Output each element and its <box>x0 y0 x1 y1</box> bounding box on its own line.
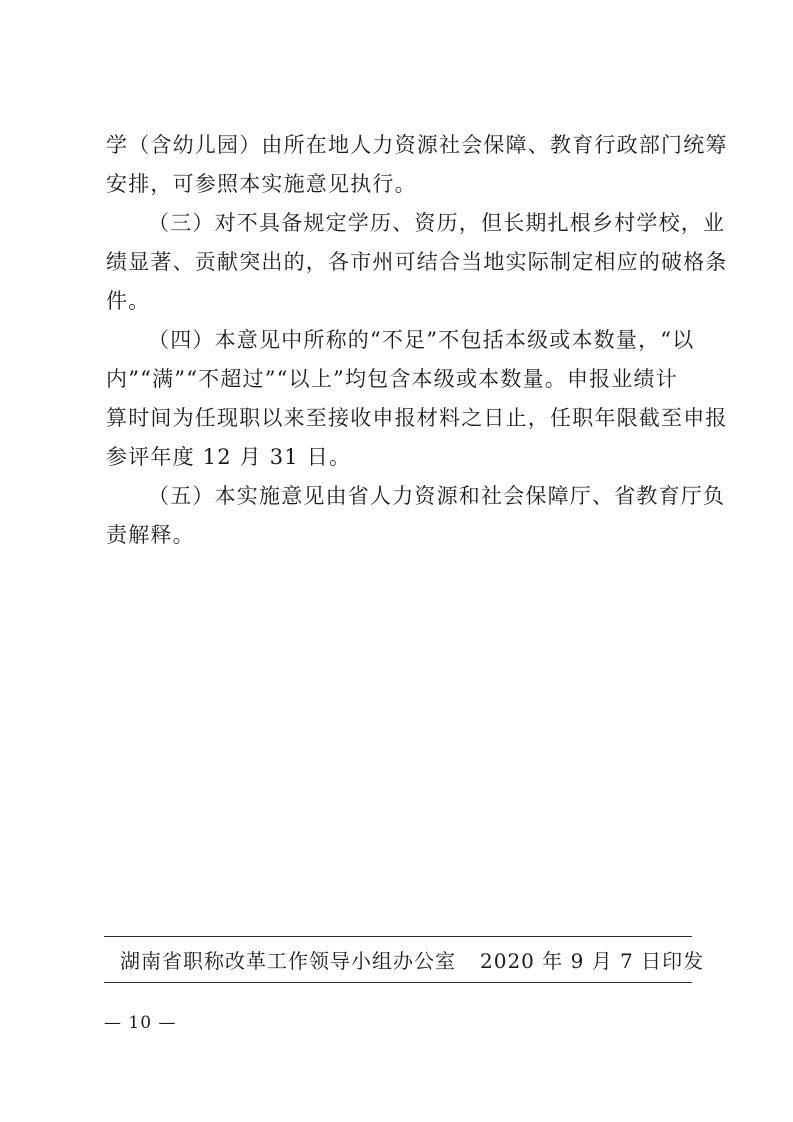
text-line: 责解释。 <box>106 523 195 547</box>
text-line: （四）本意见中所称的“不足”不包括本级或本数量，“以 <box>148 328 695 352</box>
text-line: 安排，可参照本实施意见执行。 <box>106 172 417 196</box>
text-line: 参评年度 12 月 31 日。 <box>106 445 352 469</box>
text-line: 内”“满”“不超过”“以上”均包含本级或本数量。申报业绩计 <box>106 367 678 391</box>
paragraph-continuation <box>106 126 728 204</box>
paragraph-item-4 <box>106 321 728 477</box>
text-line: （三）对不具备规定学历、资历，但长期扎根乡村学校，业 <box>148 211 726 235</box>
issue-date: 2020 年 9 月 7 日印发 <box>480 949 705 973</box>
issuing-office: 湖南省职称改革工作领导小组办公室 <box>120 949 456 973</box>
paragraph-item-3 <box>106 204 728 321</box>
text-line: 绩显著、贡献突出的，各市州可结合当地实际制定相应的破格条 <box>106 250 728 274</box>
page-number: — 10 — <box>104 1013 177 1033</box>
imprint-footer <box>104 936 705 983</box>
text-line: （五）本实施意见由省人力资源和社会保障厅、省教育厅负 <box>148 484 726 508</box>
text-line: 算时间为任现职以来至接收申报材料之日止，任职年限截至申报 <box>106 406 728 430</box>
imprint-line <box>104 937 705 982</box>
paragraph-item-5 <box>106 477 726 555</box>
text-line: 学（含幼儿园）由所在地人力资源社会保障、教育行政部门统筹 <box>106 133 728 157</box>
body-text <box>106 126 728 555</box>
bottom-divider <box>104 982 692 983</box>
text-line: 件。 <box>106 289 151 313</box>
